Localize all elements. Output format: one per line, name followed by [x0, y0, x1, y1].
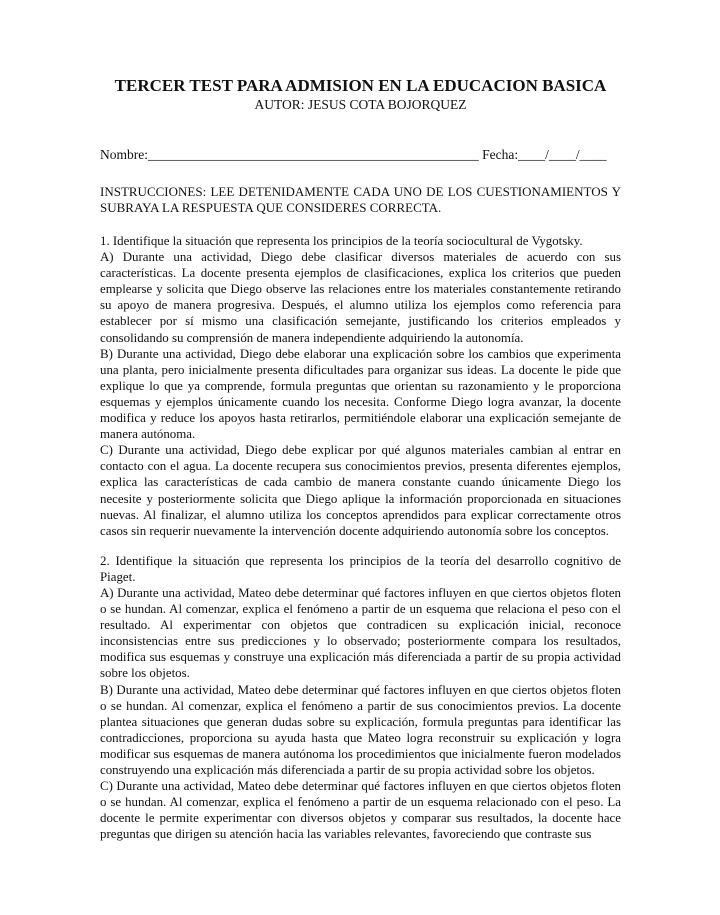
question-stem: 2. Identifique la situación que representa los principios de la teoría del desarrollo cognitivo de Piaget. — [100, 553, 621, 584]
answer-option-a[interactable]: A) Durante una actividad, Diego debe clasificar diversos materiales de acuerdo con sus características. La docente presenta ejemplos de clasificaciones, explica los criterios que pueden emplearse y solicita que Diego observe las relaciones entre los materiales constantemente retirando su apoyo de manera progresiva. Después, el alumno utiliza los ejemplos como referencia para establecer por sí mismo una clasificación semejante, justificando los criterios empleados y consolidando su comprensión de manera independiente adquiriendo la autonomía. — [100, 250, 621, 345]
instructions: INSTRUCCIONES: LEE DETENIDAMENTE CADA UNO DE LOS CUESTIONAMIENTOS Y SUBRAYA LA RESPUESTA QUE CONSIDERES CORRECTA. — [100, 184, 621, 215]
answer-option-b[interactable]: B) Durante una actividad, Mateo debe determinar qué factores influyen en que ciertos objetos floten o se hundan. Al comenzar, explica el fenómeno a partir de sus conocimientos previos. La docente plantea situaciones que generan dudas sobre su explicación, formula preguntas para identificar las contradicciones, proporciona su ayuda hasta que Mateo logra reconstruir su explicación y logra modificar sus esquemas de manera autónoma los procedimientos que inicialmente fueron modelados construyendo una explicación más diferenciada a partir de su propia actividad sobre los objetos. — [100, 682, 621, 777]
document-author: AUTOR: JESUS COTA BOJORQUEZ — [254, 97, 467, 112]
answer-option-a[interactable]: A) Durante una actividad, Mateo debe determinar qué factores influyen en que ciertos objetos floten o se hundan. Al comenzar, explica el fenómeno a partir de un esquema que relaciona el peso con el resultado. Al experimentar con objetos que contradicen su explicación inicial, reconoce inconsistencias entre sus predicciones y lo observado; posteriormente compara los resultados, modifica sus esquemas y construye una explicación más diferenciada a partir de su propia actividad sobre los objetos. — [100, 585, 621, 681]
answer-option-c[interactable]: C) Durante una actividad, Diego debe explicar por qué algunos materiales cambian al entrar en contacto con el agua. La docente recupera sus conocimientos previos, presenta diferentes ejemplos, explica las características de cada cambio de manera constante cuando únicamente Diego los necesite y posteriormente solicita que Diego aplique la información proporcionada en situaciones nuevas. Al finalizar, el alumno utiliza los conceptos aprendidos para explicar correctamente otros casos sin requerir nuevamente la intervención docente adquiriendo autonomía sobre los conceptos. — [100, 443, 621, 538]
answer-option-c[interactable]: C) Durante una actividad, Mateo debe determinar qué factores influyen en que ciertos objetos floten o se hundan. Al comenzar, explica el fenómeno a partir de un esquema relacionado con el peso. La docente le permite experimentar con diversos objetos y comparar sus resultados, la docente hace preguntas que dirigen su atención hacia las variables relevantes, favoreciendo que contraste sus — [100, 779, 621, 842]
document-title: TERCER TEST PARA ADMISION EN LA EDUCACION BASICA — [114, 76, 607, 95]
question-2 — [100, 553, 621, 843]
question-stem: 1. Identifique la situación que representa los principios de la teoría sociocultural de Vygotsky. — [100, 234, 583, 248]
name-date-line: Nombre:_________________________________________________ Fecha:____/____/____ — [100, 147, 607, 162]
answer-option-b[interactable]: B) Durante una actividad, Diego debe elaborar una explicación sobre los cambios que experimenta una planta, pero inicialmente presenta dificultades para organizar sus ideas. La docente le pide que explique lo que ya comprende, formula preguntas que orientan su razonamiento y le proporciona esquemas y ejemplos únicamente cuando los necesita. Conforme Diego logra avanzar, la docente modifica y reduce los apoyos hasta retirarlos, permitiéndole elaborar una explicación semejante de manera autónoma. — [100, 346, 621, 442]
question-1 — [100, 233, 621, 539]
